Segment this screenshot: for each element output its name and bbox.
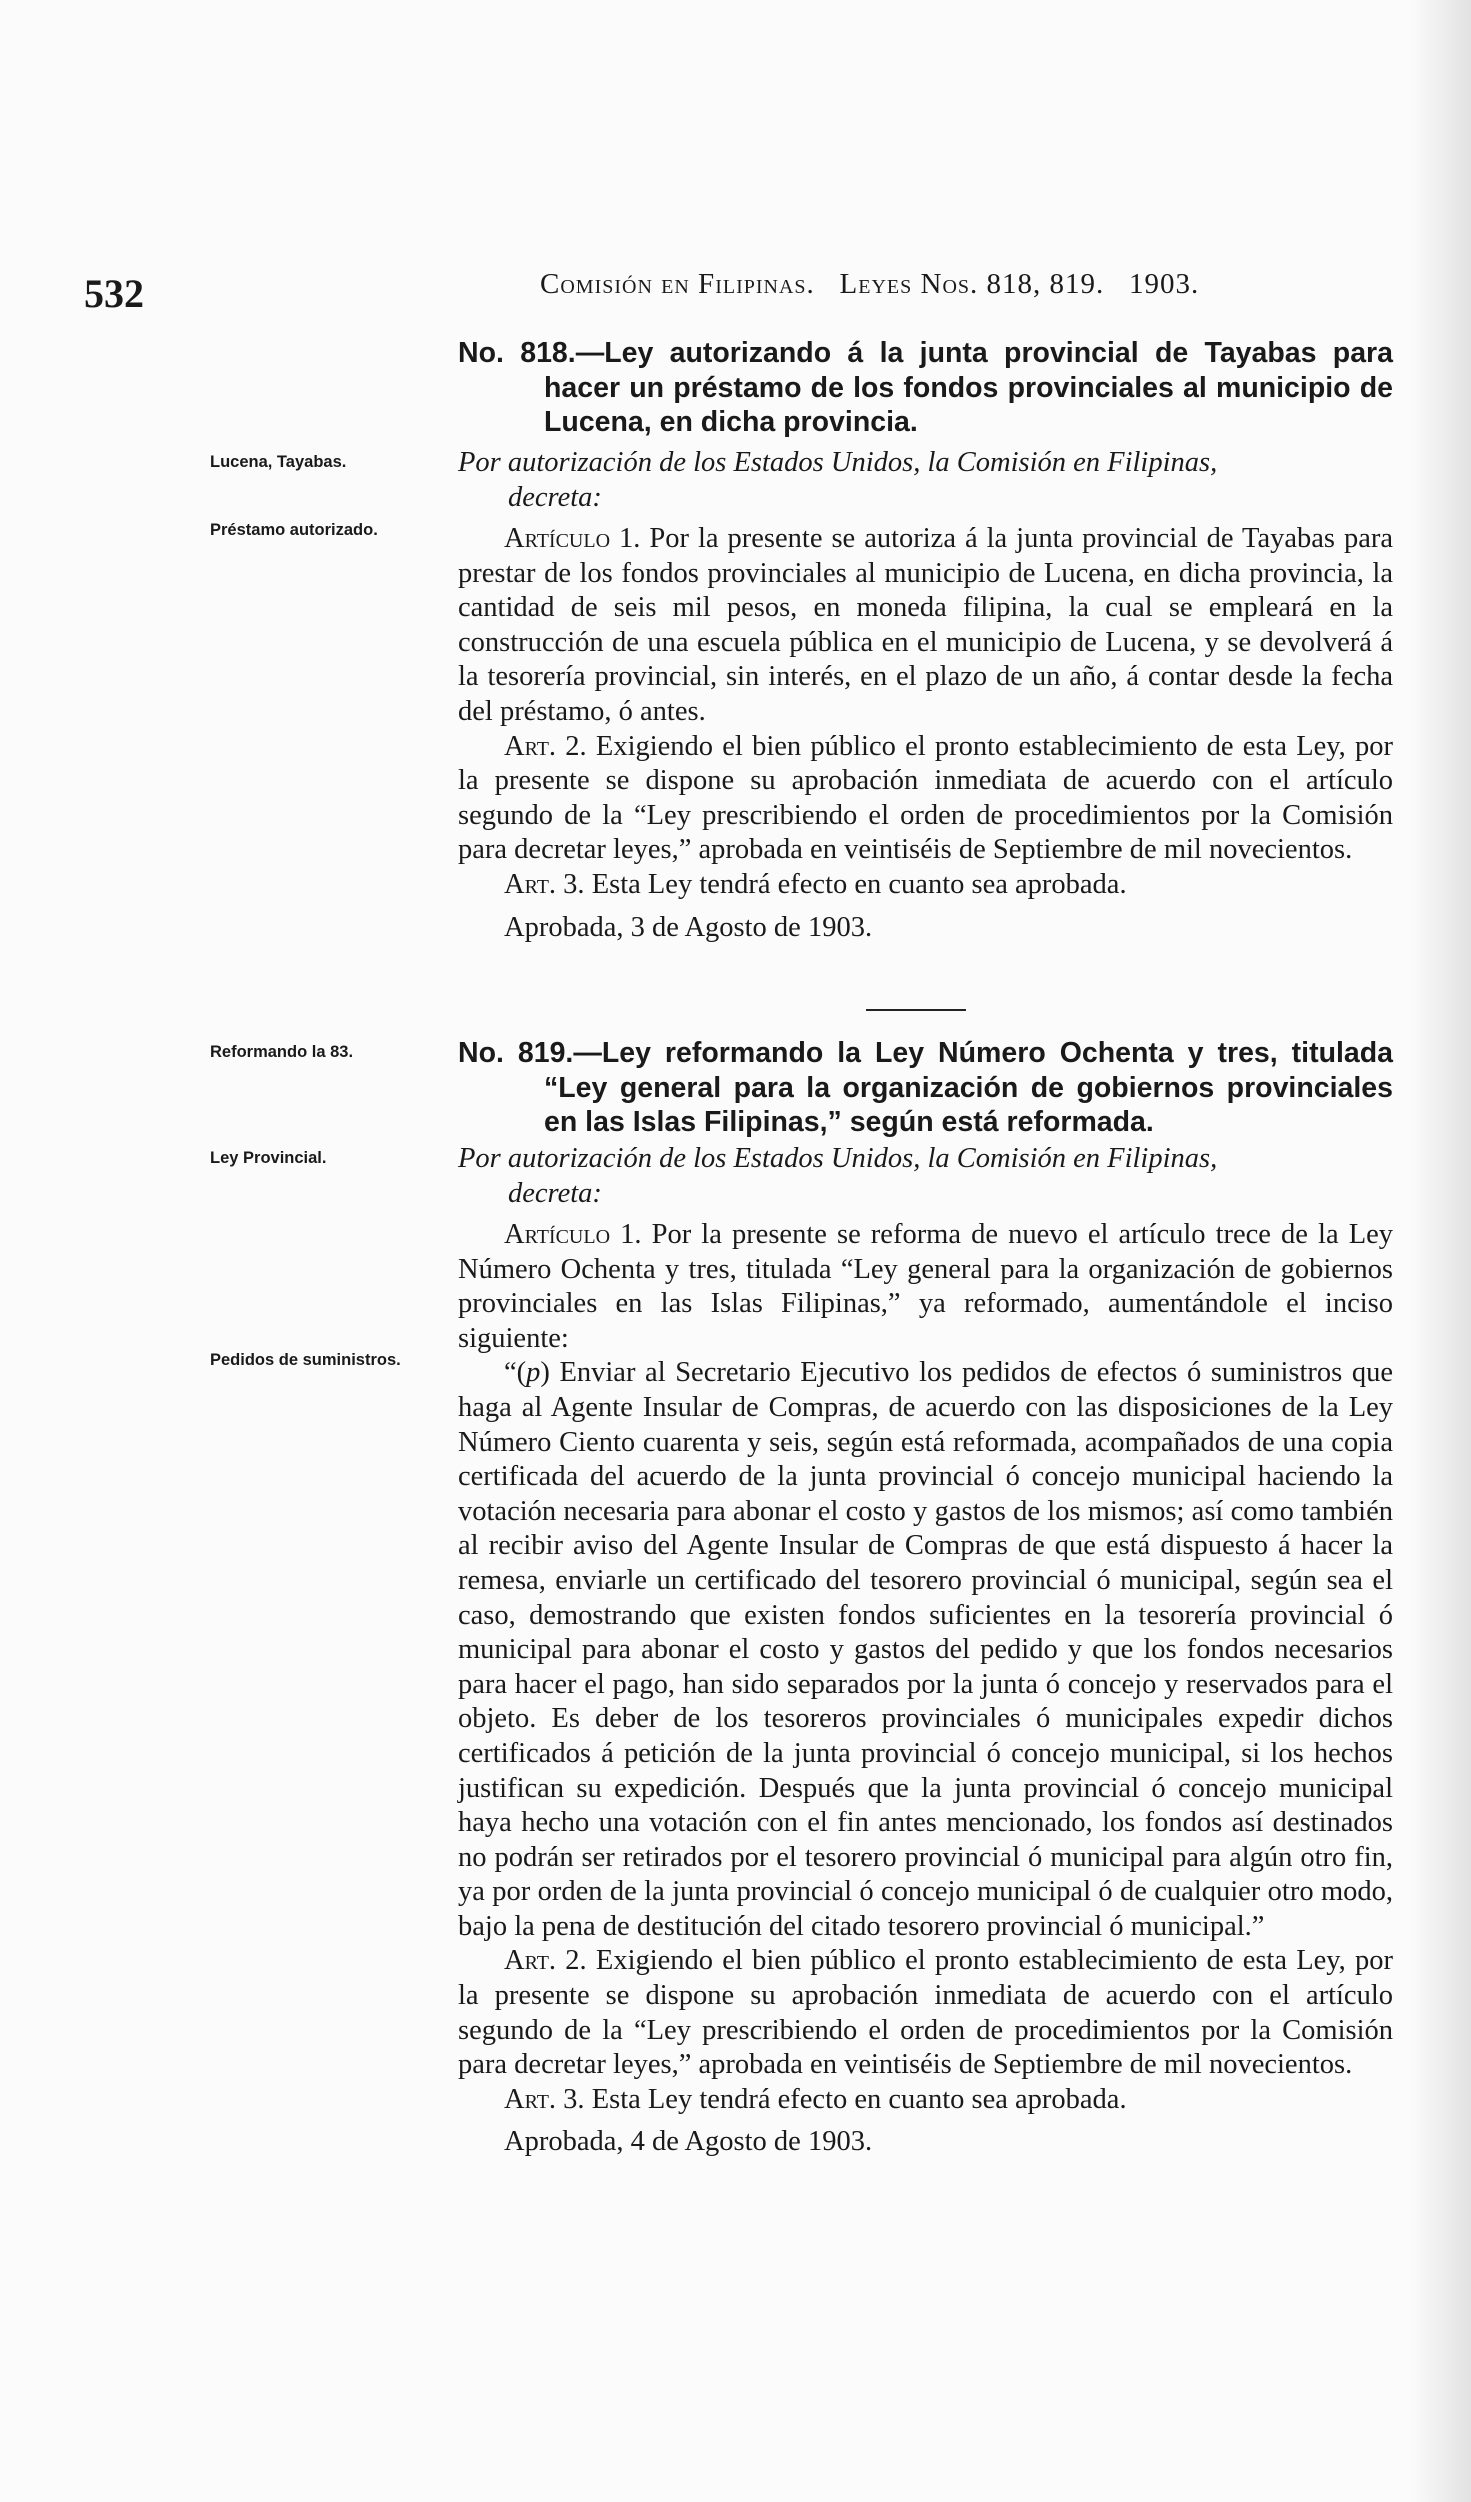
running-head-title: Comisión en Filipinas. (540, 268, 815, 300)
law-819-art3-label: Art. 3. (504, 2083, 585, 2115)
law-818-enacting (458, 446, 1393, 515)
law-819-art2-label: Art. 2. (504, 1945, 587, 1977)
law-819-clause-letter: p (526, 1357, 541, 1389)
running-head-laws: Leyes Nos. 818, 819. (839, 268, 1105, 300)
law-819-article-2: Art. 2. Exigiendo el bien público el pronto establecimiento de esta Ley, por la presente se dispone su aprobación inmediata de acuerdo con el artículo segundo de la “Ley prescribiendo el orden de procedimientos por la Comisión para decretar leyes,” aprobada en veintiséis de Septiembre de mil novecientos. (458, 1945, 1394, 2081)
law-819-approved: Aprobada, 4 de Agosto de 1903. (504, 2126, 873, 2158)
law-819-decreta: decreta: (508, 1177, 602, 1209)
law-819-title (458, 1036, 1393, 1140)
law-819-title-block (458, 1036, 1393, 1140)
law-818-article-3: Art. 3. Esta Ley tendrá efecto en cuanto sea aprobada. (504, 868, 1127, 900)
law-819-body (458, 1218, 1393, 2160)
section-divider (866, 1009, 966, 1011)
margin-note-pedidos: Pedidos de suministros. (210, 1351, 401, 1369)
page-number: 532 (84, 271, 144, 316)
law-819-art1-label: Artículo 1. (504, 1219, 642, 1250)
law-819-title-text: —Ley reformando la Ley Número Ochenta y tres, titulada “Ley general para la organización de gobiernos provinciales en las Islas Filipinas,” según está reformada. (544, 1037, 1393, 1139)
margin-note-lucena: Lucena, Tayabas. (210, 453, 347, 471)
law-818-article-2: Art. 2. Exigiendo el bien público el pronto establecimiento de esta Ley, por la presente se dispone su aprobación inmediata de acuerdo con el artículo segundo de la “Ley prescribiendo el orden de procedimientos por la Comisión para decretar leyes,” aprobada en veintiséis de Septiembre de mil novecientos. (458, 730, 1394, 866)
law-818-art1-label: Artículo 1. (504, 523, 641, 554)
law-818-art2-label: Art. 2. (504, 730, 587, 762)
running-head-year: 1903. (1129, 268, 1200, 300)
margin-note-ley-provincial: Ley Provincial. (210, 1149, 327, 1167)
running-head (540, 268, 1199, 301)
law-818-title (458, 336, 1393, 440)
law-818-number: No. 818. (458, 337, 576, 369)
law-819-article-3: Art. 3. Esta Ley tendrá efecto en cuanto sea aprobada. (504, 2083, 1127, 2115)
law-819-quoted-clause: “(p) Enviar al Secretario Ejecutivo los pedidos de efectos ó suministros que haga al Agente Insular de Compras, de acuerdo con las disposiciones de la Ley Número Ciento cuarenta y seis, según está reformada, acompañados de una copia certificada del acuerdo de la junta provincial ó concejo municipal haciendo la votación necesaria para abonar el costo y gastos de los mismos; así como también al recibir aviso del Agente Insular de Compras de que está dispuesto á hacer la remesa, enviarle un certificado del tesorero provincial ó municipal, según sea el caso, demostrando que existen fondos suficientes en la tesorería provincial ó municipal para abonar el costo y gastos del pedido y que los fondos necesarios para hacer el pago, han sido separados por la junta ó concejo y reservados para el objeto. Es deber de los tesoreros provinciales ó municipales expedir dichos certificados á petición de la junta provincial ó concejo municipal, si los hechos justifican su expedición. Después que la junta provincial ó concejo municipal haya hecho una votación con el fin antes mencionado, los fondos así destinados no podrán ser retirados por el tesorero provincial ó municipal para algún otro fin, ya por orden de la junta provincial ó concejo municipal ó de cualquier otro modo, bajo la pena de destitución del citado tesorero provincial ó municipal.” (458, 1357, 1393, 1942)
page-edge-shadow (1411, 0, 1471, 2502)
law-818-decreta: decreta: (508, 481, 602, 513)
law-818-enacting-clause: Por autorización de los Estados Unidos, la Comisión en Filipinas, decreta: (458, 446, 1393, 515)
law-818-body (458, 522, 1393, 945)
law-819-enacting-clause: Por autorización de los Estados Unidos, la Comisión en Filipinas, decreta: (458, 1142, 1393, 1211)
margin-note-reformando: Reformando la 83. (210, 1043, 354, 1061)
law-819-article-1: Artículo 1. Por la presente se reforma de nuevo el artículo trece de la Ley Número Ochenta y tres, titulada “Ley general para la organización de gobiernos provinciales en las Islas Filipinas,” ya reformado, aumentándole el inciso siguiente: (458, 1219, 1394, 1354)
margin-note-prestamo: Préstamo autorizado. (210, 521, 378, 539)
law-818-art3-label: Art. 3. (504, 868, 585, 900)
law-819-number: No. 819. (458, 1037, 574, 1069)
law-819-enacting (458, 1142, 1393, 1211)
law-818-title-text: —Ley autorizando á la junta provincial de Tayabas para hacer un préstamo de los fondos provinciales al municipio de Lucena, en dicha provincia. (544, 337, 1393, 439)
law-818-title-block (458, 336, 1393, 440)
law-818-article-1: Artículo 1. Por la presente se autoriza á la junta provincial de Tayabas para prestar de los fondos provinciales al municipio de Lucena, en dicha provincia, la cantidad de seis mil pesos, en moneda filipina, la cual se empleará en la construcción de una escuela pública en el municipio de Lucena, y se devolverá á la tesorería provincial, sin interés, en el plazo de un año, á contar desde la fecha del préstamo, ó antes. (458, 523, 1394, 727)
law-818-approved: Aprobada, 3 de Agosto de 1903. (504, 911, 873, 943)
